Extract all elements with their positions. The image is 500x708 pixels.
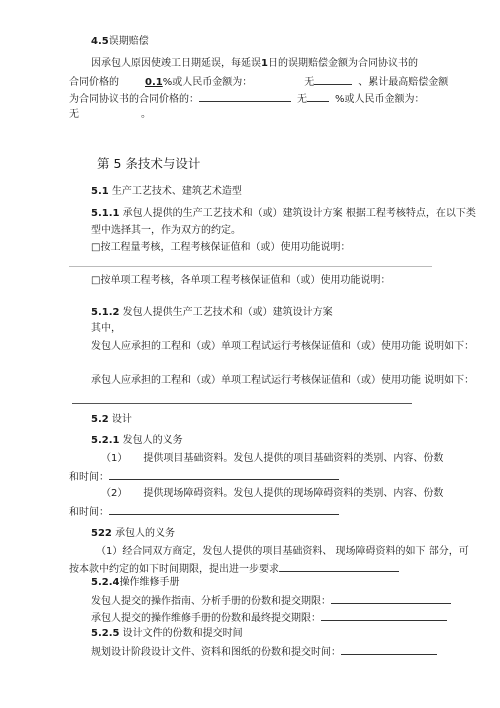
blank-underline [341, 644, 437, 655]
paragraph-line [69, 504, 339, 519]
blank-underline [307, 91, 329, 102]
text: 和时间： [69, 507, 109, 518]
item-index: （2） [101, 488, 128, 499]
section-number: 5.2.5 [91, 628, 120, 639]
section-title: 发包人提供生产工艺技术和（或）建筑设计方案 [122, 307, 333, 318]
text: 因承包人原因使竣工日期延误，每延误 [91, 58, 261, 69]
section-5-2-heading [91, 413, 132, 426]
amount-value: 无 [304, 77, 315, 88]
section-5-2-5-heading [91, 627, 243, 640]
paragraph-line: （1）经合同双方商定，发包人提供的项目基础资料、 现场障碍资料的如下 部分，可 [96, 546, 469, 557]
blank-line [69, 266, 432, 267]
text: 、累计最高赔偿金额 [358, 77, 449, 88]
paragraph-line [91, 593, 451, 608]
section-number: 5.2.4 [91, 577, 120, 588]
text: 规划设计阶段设计文件、资料和图纸的份数和提交时间： [91, 647, 341, 658]
text: 日的误期赔偿金额为合同协议书的 [267, 58, 418, 69]
item-index: （1） [101, 453, 128, 464]
text: 承包人提供的生产工艺技术和（或）建筑设计方案 根据工程考核特点，在以下类 [122, 208, 476, 219]
number-value: 1 [261, 58, 268, 69]
percent-value: 无 [297, 94, 307, 105]
section-title: 承包人的义务 [115, 528, 176, 539]
text: 。 [141, 109, 151, 120]
blank-underline [314, 74, 352, 85]
section-title: 误期赔偿 [108, 36, 149, 47]
option-by-unit-project: □按单项工程考核，各单项工程考核保证值和（或）使用功能说明： [91, 275, 391, 286]
section-title: 设计 [111, 414, 132, 425]
text: %或人民币金额为： [335, 94, 425, 105]
paragraph-line [91, 644, 437, 659]
text: 承包人提交的操作维修手册的份数和最终提交期限： [91, 613, 321, 624]
blank-underline [331, 593, 451, 604]
paragraph-line [69, 561, 399, 576]
text: 提供现场障碍资料。发包人提供的现场障碍资料的类别、内容、份数 [143, 488, 444, 499]
paragraph-line [91, 610, 447, 625]
paragraph-line [141, 108, 151, 121]
section-number: 5.2 [91, 414, 109, 425]
blank-underline [109, 469, 339, 480]
section-title: 生产工艺技术、建筑艺术造型 [111, 186, 242, 197]
text: 发包人提交的操作指南、分析手册的份数和提交期限： [91, 596, 331, 607]
section-number: 5.1.1 [91, 208, 120, 219]
section-title: 操作维修手册 [119, 577, 180, 588]
paragraph-line [91, 207, 476, 220]
paragraph-line [91, 57, 418, 70]
text: 提供项目基础资料。发包人提供的项目基础资料的类别、内容、份数 [143, 453, 444, 464]
blank-line [72, 403, 412, 404]
section-5-1-heading [91, 185, 242, 198]
section-5-2-4-heading [91, 576, 179, 589]
section-number: 5.1 [91, 186, 109, 197]
paragraph-line: 其中， [91, 323, 121, 334]
paragraph-line: 承包人应承担的工程和（或）单项工程试运行考核保证值和（或）使用功能 说明如下： [91, 375, 475, 386]
section-4-5-heading [91, 35, 149, 48]
paragraph-line: 型中选择其一，作为双方的约定。 [91, 225, 241, 236]
section-title: 设计文件的份数和提交时间 [122, 628, 243, 639]
text: 和时间： [69, 472, 109, 483]
section-number: 522 [91, 528, 112, 539]
paragraph-line [69, 74, 448, 89]
paragraph-line: 发包人应承担的工程和（或）单项工程试运行考核保证值和（或）使用功能 说明如下： [91, 341, 475, 352]
section-5-2-1-heading [91, 434, 183, 447]
blank-underline [321, 610, 447, 621]
blank-underline [279, 561, 399, 572]
section-number: 5.2.1 [91, 435, 120, 446]
percent-value: 0.1 [145, 77, 163, 88]
amount-value: 无 [69, 109, 79, 120]
paragraph-line [69, 108, 79, 121]
text: 按本款中约定的如下时间期限，提出进一步要求 [69, 564, 279, 575]
blank-underline [109, 504, 339, 515]
text: %或人民币金额为： [162, 77, 253, 88]
section-number: 4.5 [91, 36, 109, 47]
text: 为合同协议书的合同价格的： [69, 94, 199, 105]
paragraph-line [69, 91, 425, 106]
blank-underline [199, 91, 291, 102]
list-item [101, 487, 443, 500]
text: 合同价格的 [69, 77, 119, 88]
section-5-1-2-heading [91, 306, 333, 319]
section-number: 5.1.2 [91, 307, 120, 318]
list-item [101, 452, 443, 465]
chapter-5-heading: 第 5 条技术与设计 [97, 156, 201, 171]
option-by-quantity: □按工程量考核，工程考核保证值和（或）使用功能说明： [91, 242, 351, 253]
section-title: 发包人的义务 [122, 435, 183, 446]
section-5-2-2-heading [91, 527, 175, 540]
paragraph-line [69, 469, 339, 484]
